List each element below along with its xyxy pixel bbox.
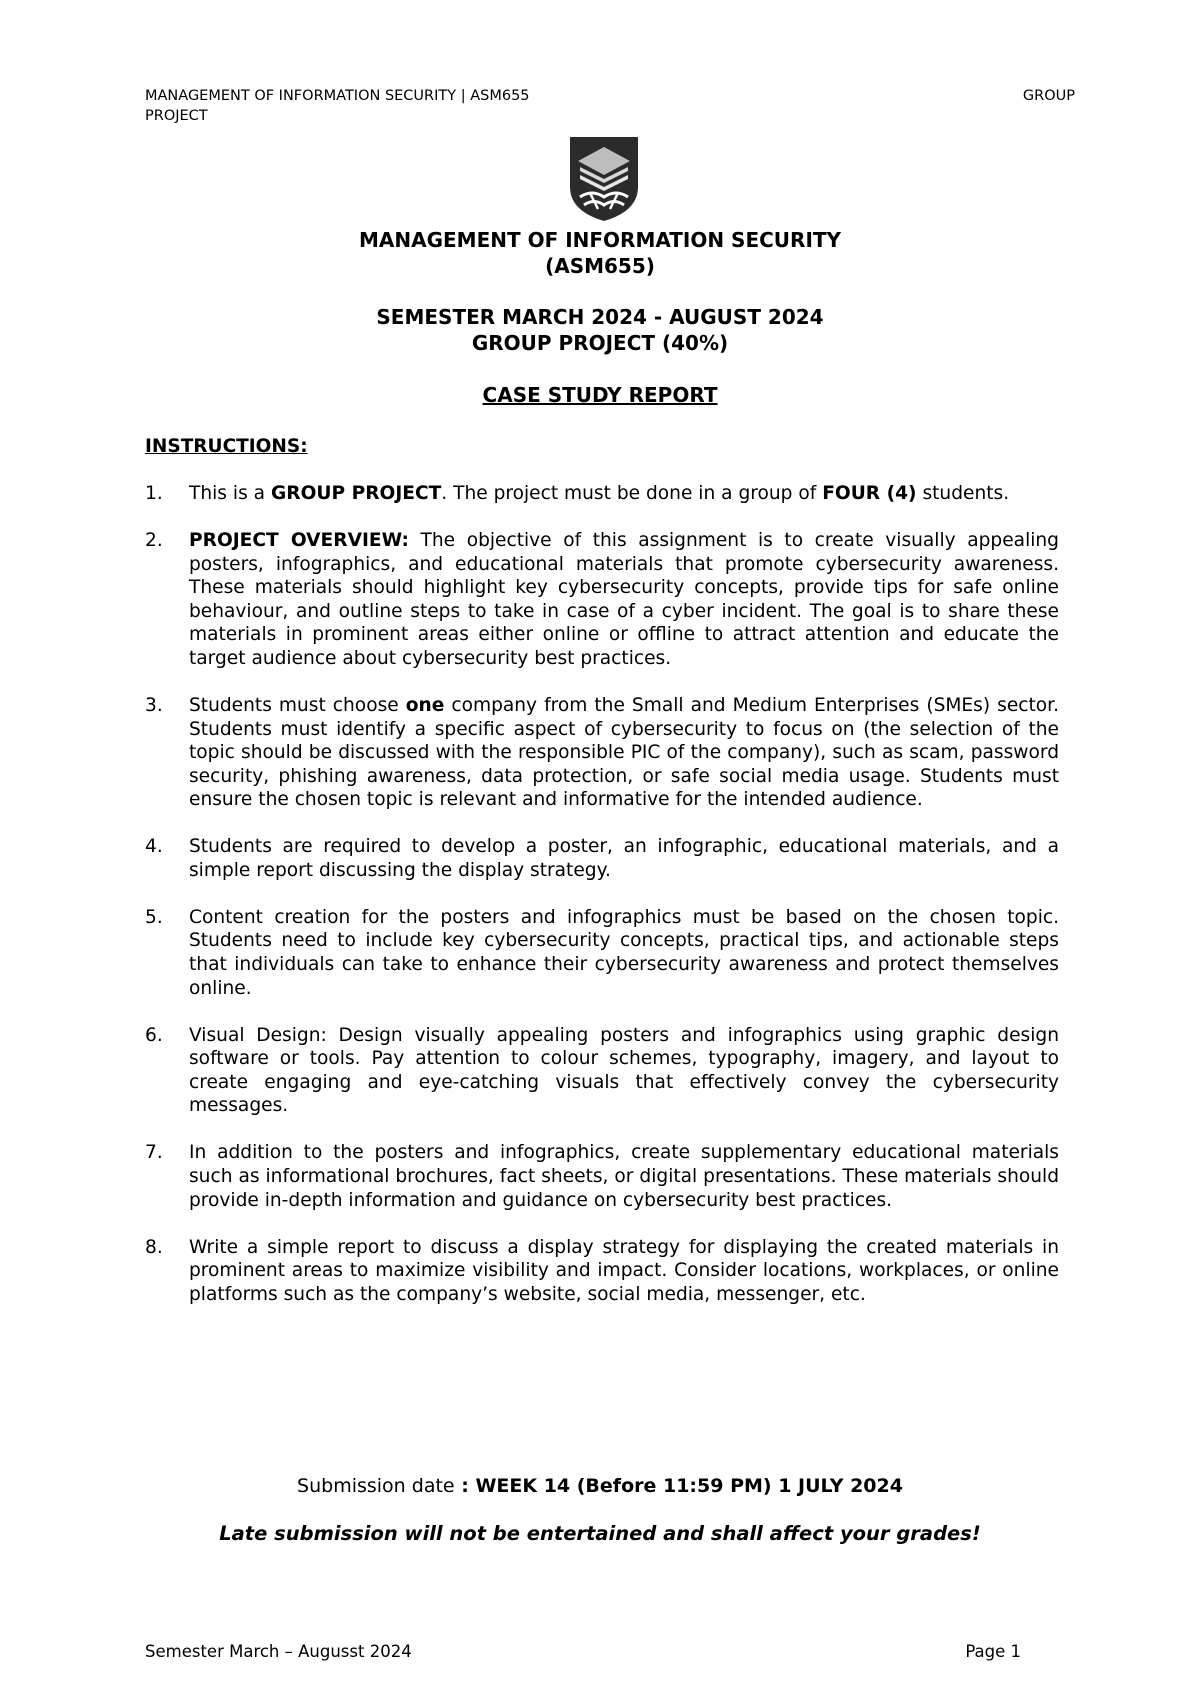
item-text: Write a simple report to discuss a display strategy for displaying the created materials in prominent areas to maximize visibility and impact. Consider locations, workplaces, or online platforms such as the company’s website, social media, messenger, etc. xyxy=(189,1236,1059,1305)
item-text: In addition to the posters and infographics, create supplementary educational materials such as informational brochures, fact sheets, or digital presentations. These materials should provide in-depth information and guidance on cybersecurity best practices. xyxy=(189,1142,1059,1211)
list-item xyxy=(145,906,1059,1000)
course-title xyxy=(0,227,1200,279)
item-number: 4. xyxy=(145,836,163,858)
semester-line: SEMESTER MARCH 2024 - AUGUST 2024 xyxy=(376,305,824,329)
university-crest-icon xyxy=(568,135,640,223)
instructions-list xyxy=(145,482,1059,1330)
course-name: MANAGEMENT OF INFORMATION SECURITY xyxy=(358,228,842,252)
item-text: Content creation for the posters and infographics must be based on the chosen topic. Students need to include key cybersecurity concepts, practical tips, and actionable steps that individuals can take to enhance their cybersecurity awareness and protect themselves online. xyxy=(189,906,1059,999)
page-footer xyxy=(145,1642,1021,1661)
header-wrap: PROJECT xyxy=(145,108,208,124)
item-number: 5. xyxy=(145,906,163,928)
header-right: GROUP xyxy=(1022,88,1075,104)
list-item xyxy=(145,1236,1059,1307)
item-text: . The project must be done in a group of xyxy=(441,483,823,504)
item-text: The objective of this assignment is to create visually appealing posters, infographics, and educational materials that promote cybersecurity awareness. These materials should highlight key cybersecurity concepts, provide tips for safe online behaviour, and outline steps to take in case of a cyber incident. The goal is to share these materials in prominent areas either online or offline to attract attention and educate the target audience about cybersecurity best practices. xyxy=(189,529,1059,669)
list-item xyxy=(145,1141,1059,1212)
item-number: 7. xyxy=(145,1142,163,1164)
header-left: MANAGEMENT OF INFORMATION SECURITY | ASM655 xyxy=(145,88,530,104)
item-bold: one xyxy=(405,694,445,716)
submission-label: Submission date xyxy=(297,1475,455,1497)
item-number: 8. xyxy=(145,1236,163,1258)
running-header xyxy=(145,86,1075,126)
item-bold: PROJECT OVERVIEW: xyxy=(189,529,409,551)
course-code: (ASM655) xyxy=(545,254,655,278)
item-number: 3. xyxy=(145,694,163,716)
footer-semester: Semester March – Augusst 2024 xyxy=(145,1642,412,1661)
item-number: 1. xyxy=(145,483,163,504)
item-bold: FOUR (4) xyxy=(822,483,917,504)
instructions-heading: INSTRUCTIONS: xyxy=(145,436,308,457)
item-text: Students are required to develop a poster, an infographic, educational materials, and a simple report discussing the display strategy. xyxy=(189,836,1059,881)
item-text: Visual Design: Design visually appealing posters and infographics using graphic design software or tools. Pay attention to colour schemes, typography, imagery, and layout to create engaging and eye-catching visuals that effectively convey the cybersecurity messages. xyxy=(189,1024,1059,1117)
item-number: 2. xyxy=(145,529,163,551)
project-weight: GROUP PROJECT (40%) xyxy=(471,331,729,355)
item-text: This is a xyxy=(189,483,271,504)
semester-title xyxy=(0,304,1200,356)
list-item xyxy=(145,529,1059,671)
item-text: students. xyxy=(916,483,1010,504)
submission-colon: : xyxy=(454,1475,476,1497)
item-text: Students must choose xyxy=(189,694,406,716)
report-title: CASE STUDY REPORT xyxy=(482,383,718,407)
list-item xyxy=(145,482,1059,506)
list-item xyxy=(145,835,1059,882)
page-number: Page 1 xyxy=(965,1642,1021,1661)
list-item xyxy=(145,694,1059,812)
item-bold: GROUP PROJECT xyxy=(270,483,442,504)
submission-date xyxy=(0,1475,1200,1497)
submission-value: WEEK 14 (Before 11:59 PM) 1 JULY 2024 xyxy=(475,1475,903,1497)
item-text: company from the Small and Medium Enterprises (SMEs) sector. Students must identify a specific aspect of cybersecurity to focus on (the selection of the topic should be discussed with the responsible PIC of the company), such as scam, password security, phishing awareness, data protection, or safe social media usage. Students must ensure the chosen topic is relevant and informative for the intended audience. xyxy=(189,694,1059,811)
item-number: 6. xyxy=(145,1024,163,1046)
late-notice: Late submission will not be entertained and shall affect your grades! xyxy=(219,1522,981,1545)
list-item xyxy=(145,1024,1059,1118)
